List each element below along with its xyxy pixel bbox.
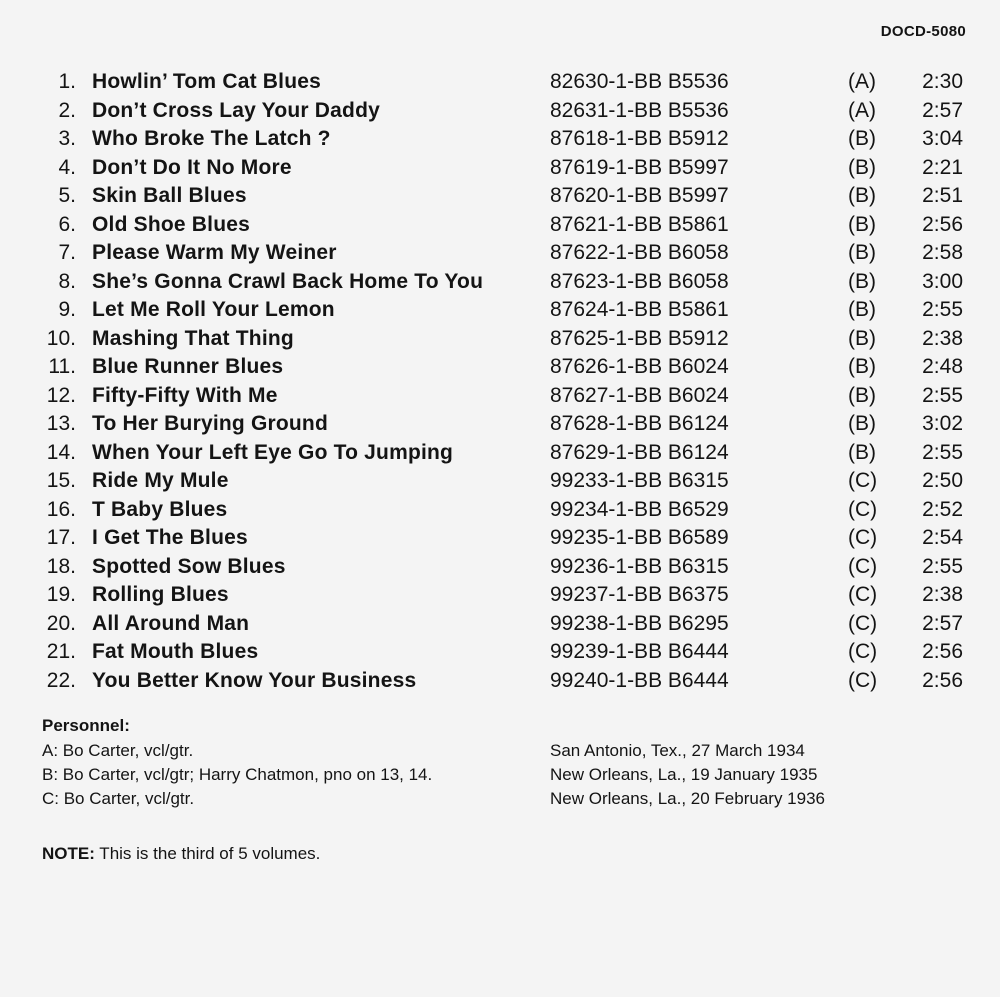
track-duration: 2:30 [922,70,963,93]
track-row [0,638,1000,667]
track-row [0,667,1000,696]
track-number: 15. [46,469,76,492]
personnel-row [42,765,942,789]
matrix-and-issue-number: 99240-1-BB B6444 [550,668,729,692]
track-title: Old Shoe Blues [92,212,250,236]
matrix-and-issue-number: 87624-1-BB B5861 [550,298,729,321]
session-code: (A) [848,98,876,122]
track-duration: 2:56 [922,668,963,692]
matrix-and-issue-number: 87628-1-BB B6124 [550,412,729,435]
track-row [0,382,1000,411]
track-row [0,496,1000,525]
session-place-date: New Orleans, La., 20 February 1936 [550,789,825,808]
track-duration: 2:55 [922,554,963,578]
track-title: To Her Burying Ground [92,412,328,435]
track-duration: 3:04 [922,127,963,150]
session-code: (B) [848,326,876,350]
track-duration: 2:55 [922,440,963,464]
track-row [0,524,1000,553]
matrix-and-issue-number: 87625-1-BB B5912 [550,326,729,350]
track-row [0,610,1000,639]
track-title: Fat Mouth Blues [92,640,259,663]
track-title: Skin Ball Blues [92,184,247,207]
track-duration: 2:58 [922,241,963,264]
session-code: (C) [848,668,878,692]
track-number: 20. [46,611,76,635]
matrix-and-issue-number: 87618-1-BB B5912 [550,127,729,150]
track-row [0,467,1000,496]
track-duration: 2:48 [922,355,963,378]
track-number: 10. [46,326,76,350]
track-number: 22. [46,668,76,692]
track-number: 13. [46,412,76,435]
track-row [0,439,1000,468]
track-title: Don’t Do It No More [92,155,292,179]
track-duration: 2:38 [922,583,963,606]
matrix-and-issue-number: 82630-1-BB B5536 [550,70,729,93]
matrix-and-issue-number: 87621-1-BB B5861 [550,212,729,236]
track-title: Blue Runner Blues [92,355,284,378]
session-code: (B) [848,184,876,207]
matrix-and-issue-number: 99234-1-BB B6529 [550,497,729,521]
track-title: All Around Man [92,611,250,635]
matrix-and-issue-number: 87619-1-BB B5997 [550,155,729,179]
track-row [0,296,1000,325]
track-duration: 2:51 [922,184,963,207]
session-code: (C) [848,526,878,549]
note-text: This is the third of 5 volumes. [94,844,321,863]
session-code: (B) [848,127,876,150]
track-duration: 3:00 [922,269,963,293]
session-code: (C) [848,497,878,521]
track-duration: 2:50 [922,469,963,492]
personnel-heading: Personnel: [42,716,130,735]
track-row [0,211,1000,240]
session-code: (B) [848,155,876,179]
track-title: When Your Left Eye Go To Jumping [92,440,454,464]
track-row [0,97,1000,126]
session-place-date: New Orleans, La., 19 January 1935 [550,765,818,784]
track-number: 12. [46,383,76,407]
session-code: (B) [848,212,876,236]
track-row [0,125,1000,154]
session-code: (C) [848,469,878,492]
track-number: 18. [46,554,76,578]
track-duration: 3:02 [922,412,963,435]
session-code: (B) [848,355,876,378]
track-number: 19. [46,583,76,606]
track-number: 17. [46,526,76,549]
track-number: 2. [58,98,76,122]
track-title: Ride My Mule [92,469,229,492]
track-row [0,268,1000,297]
track-title: She’s Gonna Crawl Back Home To You [92,269,484,293]
matrix-and-issue-number: 99235-1-BB B6589 [550,526,729,549]
track-number: 21. [46,640,76,663]
track-title: Spotted Sow Blues [92,554,286,578]
track-number: 6. [58,212,76,236]
track-duration: 2:52 [922,497,963,521]
track-number: 7. [58,241,76,264]
session-code: (B) [848,440,876,464]
matrix-and-issue-number: 99237-1-BB B6375 [550,583,729,606]
matrix-and-issue-number: 99236-1-BB B6315 [550,554,729,578]
track-duration: 2:55 [922,298,963,321]
matrix-and-issue-number: 99238-1-BB B6295 [550,611,729,635]
session-code: (C) [848,554,878,578]
track-row [0,353,1000,382]
track-list [0,68,1000,695]
matrix-and-issue-number: 99239-1-BB B6444 [550,640,729,663]
track-duration: 2:38 [922,326,963,350]
track-title: Who Broke The Latch ? [92,127,331,150]
track-row [0,410,1000,439]
session-code: (B) [848,241,876,264]
track-row [0,182,1000,211]
session-code: (C) [848,640,878,663]
session-code: (A) [848,70,876,93]
session-code: (C) [848,611,878,635]
matrix-and-issue-number: 87626-1-BB B6024 [550,355,729,378]
track-title: I Get The Blues [92,526,248,549]
track-duration: 2:56 [922,640,963,663]
track-duration: 2:56 [922,212,963,236]
personnel-line: C: Bo Carter, vcl/gtr. [42,789,195,808]
track-title: Howlin’ Tom Cat Blues [92,70,321,93]
track-number: 5. [58,184,76,207]
matrix-and-issue-number: 99233-1-BB B6315 [550,469,729,492]
personnel-line: A: Bo Carter, vcl/gtr. [42,741,194,760]
matrix-and-issue-number: 87629-1-BB B6124 [550,440,729,464]
track-duration: 2:55 [922,383,963,407]
track-title: Fifty-Fifty With Me [92,383,278,407]
track-row [0,581,1000,610]
session-code: (B) [848,298,876,321]
track-duration: 2:57 [922,611,963,635]
track-row [0,553,1000,582]
track-number: 14. [46,440,76,464]
matrix-and-issue-number: 82631-1-BB B5536 [550,98,729,122]
personnel-line: B: Bo Carter, vcl/gtr; Harry Chatmon, pno on 13, 14. [42,765,433,784]
track-number: 9. [58,298,76,321]
note-label: NOTE: [42,844,95,863]
session-code: (B) [848,383,876,407]
track-row [0,154,1000,183]
track-number: 11. [48,355,76,378]
track-row [0,239,1000,268]
track-title: You Better Know Your Business [92,668,417,692]
note [42,844,320,864]
session-code: (B) [848,412,876,435]
session-code: (B) [848,269,876,293]
track-title: Rolling Blues [92,583,229,606]
track-title: T Baby Blues [92,497,228,521]
personnel-row [42,789,942,813]
track-duration: 2:21 [922,155,963,179]
track-number: 8. [58,269,76,293]
track-title: Don’t Cross Lay Your Daddy [92,98,380,122]
session-code: (C) [848,583,878,606]
track-title: Please Warm My Weiner [92,241,337,264]
track-row [0,68,1000,97]
personnel-row [42,741,942,765]
track-title: Mashing That Thing [92,326,294,350]
matrix-and-issue-number: 87620-1-BB B5997 [550,184,729,207]
track-row [0,325,1000,354]
matrix-and-issue-number: 87623-1-BB B6058 [550,269,729,293]
track-number: 4. [58,155,76,179]
catalog-number: DOCD-5080 [880,23,966,40]
track-duration: 2:54 [922,526,963,549]
matrix-and-issue-number: 87622-1-BB B6058 [550,241,729,264]
personnel-section [42,716,942,813]
track-duration: 2:57 [922,98,963,122]
session-place-date: San Antonio, Tex., 27 March 1934 [550,741,805,760]
track-number: 1. [58,70,76,93]
track-title: Let Me Roll Your Lemon [92,298,335,321]
matrix-and-issue-number: 87627-1-BB B6024 [550,383,729,407]
track-number: 3. [58,127,76,150]
track-number: 16. [46,497,76,521]
